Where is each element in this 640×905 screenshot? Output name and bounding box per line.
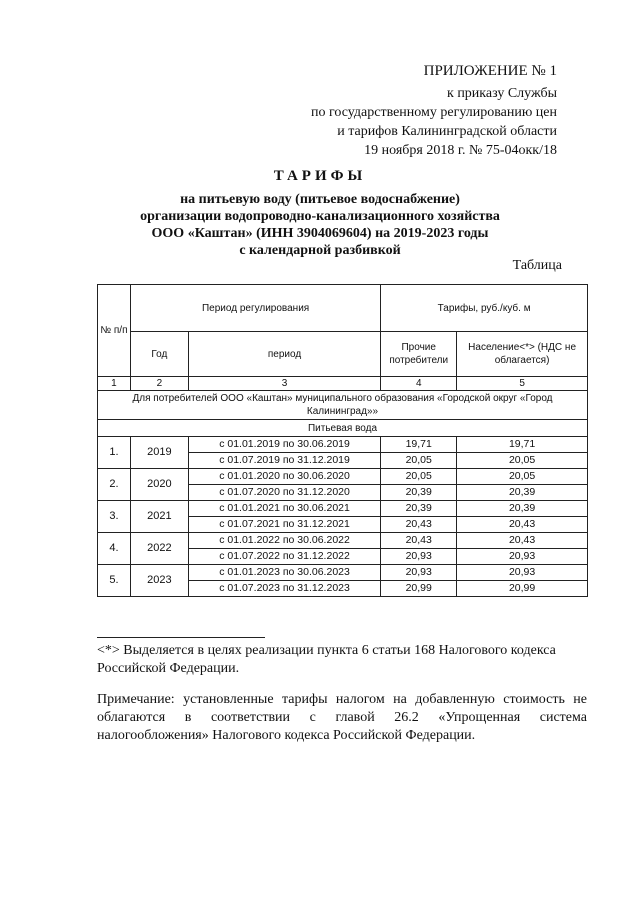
document-subtitle — [0, 191, 640, 259]
row-other-tariff: 20,05 — [381, 453, 457, 469]
row-number: 5. — [98, 565, 131, 597]
header-tariff-group: Тарифы, руб./куб. м — [381, 285, 588, 332]
footnote-divider — [97, 637, 265, 638]
table-row — [98, 437, 588, 453]
appendix-line: и тарифов Калининградской области — [337, 124, 557, 139]
row-year: 2019 — [130, 437, 188, 469]
row-number: 1. — [98, 437, 131, 469]
subtitle-line: с календарной разбивкой — [239, 243, 401, 258]
row-other-tariff: 20,93 — [381, 549, 457, 565]
row-other-tariff: 20,43 — [381, 533, 457, 549]
consumer-group-label: Для потребителей ООО «Каштан» муниципального образования «Городской округ «Город Калининград»» — [98, 391, 588, 420]
subtitle-line: на питьевую воду (питьевое водоснабжение) — [180, 192, 460, 207]
row-other-tariff: 20,99 — [381, 581, 457, 597]
row-other-tariff: 20,93 — [381, 565, 457, 581]
table-header-row — [98, 285, 588, 332]
row-period: с 01.07.2022 по 31.12.2022 — [188, 549, 380, 565]
column-index: 4 — [381, 377, 457, 391]
service-label: Питьевая вода — [98, 420, 588, 437]
footnote: <*> Выделяется в целях реализации пункта 6 статьи 168 Налогового кодекса Российской Федерации. — [97, 643, 556, 676]
column-index: 1 — [98, 377, 131, 391]
table-row — [98, 501, 588, 517]
appendix-line: по государственному регулированию цен — [311, 105, 557, 120]
row-population-tariff: 20,05 — [457, 469, 588, 485]
row-other-tariff: 19,71 — [381, 437, 457, 453]
tariffs-table — [97, 284, 588, 597]
row-period: с 01.01.2022 по 30.06.2022 — [188, 533, 380, 549]
table-row — [98, 533, 588, 549]
row-population-tariff: 20,93 — [457, 565, 588, 581]
row-population-tariff: 19,71 — [457, 437, 588, 453]
column-index: 3 — [188, 377, 380, 391]
appendix-line: 19 ноября 2018 г. № 75-04окк/18 — [364, 143, 557, 158]
row-year: 2021 — [130, 501, 188, 533]
row-period: с 01.07.2021 по 31.12.2021 — [188, 517, 380, 533]
appendix-line: к приказу Службы — [447, 86, 557, 101]
row-period: с 01.07.2023 по 31.12.2023 — [188, 581, 380, 597]
appendix-block — [311, 62, 557, 160]
row-number: 3. — [98, 501, 131, 533]
appendix-title: ПРИЛОЖЕНИЕ № 1 — [423, 63, 557, 79]
row-other-tariff: 20,43 — [381, 517, 457, 533]
row-population-tariff: 20,39 — [457, 485, 588, 501]
row-number: 2. — [98, 469, 131, 501]
row-period: с 01.01.2023 по 30.06.2023 — [188, 565, 380, 581]
column-index: 2 — [130, 377, 188, 391]
subtitle-line: ООО «Каштан» (ИНН 3904069604) на 2019-2023 годы — [151, 226, 489, 241]
table-caption: Таблица — [512, 258, 562, 273]
row-year: 2022 — [130, 533, 188, 565]
note: Примечание: установленные тарифы налогом на добавленную стоимость не облагаются в соответствии с главой 26.2 «Упрощенная система налогообложения» Налогового кодекса Российской Федерации. — [97, 692, 587, 743]
service-row — [98, 420, 588, 437]
row-other-tariff: 20,39 — [381, 501, 457, 517]
row-population-tariff: 20,99 — [457, 581, 588, 597]
header-other-consumers: Прочие потребители — [381, 332, 457, 377]
consumer-group-row — [98, 391, 588, 420]
subtitle-line: организации водопроводно-канализационного хозяйства — [140, 209, 500, 224]
row-population-tariff: 20,43 — [457, 517, 588, 533]
column-index-row — [98, 377, 588, 391]
header-period-group: Период регулирования — [130, 285, 380, 332]
row-population-tariff: 20,43 — [457, 533, 588, 549]
row-period: с 01.01.2021 по 30.06.2021 — [188, 501, 380, 517]
column-index: 5 — [457, 377, 588, 391]
row-population-tariff: 20,39 — [457, 501, 588, 517]
row-other-tariff: 20,05 — [381, 469, 457, 485]
row-period: с 01.01.2019 по 30.06.2019 — [188, 437, 380, 453]
row-period: с 01.07.2019 по 31.12.2019 — [188, 453, 380, 469]
row-year: 2020 — [130, 469, 188, 501]
row-population-tariff: 20,05 — [457, 453, 588, 469]
row-year: 2023 — [130, 565, 188, 597]
row-population-tariff: 20,93 — [457, 549, 588, 565]
header-year: Год — [130, 332, 188, 377]
header-population: Население<*> (НДС не облагается) — [457, 332, 588, 377]
document-title: ТАРИФЫ — [273, 168, 367, 184]
table-row — [98, 565, 588, 581]
row-other-tariff: 20,39 — [381, 485, 457, 501]
header-no: № п/п — [98, 285, 131, 377]
row-number: 4. — [98, 533, 131, 565]
row-period: с 01.01.2020 по 30.06.2020 — [188, 469, 380, 485]
table-subheader-row — [98, 332, 588, 377]
table-row — [98, 469, 588, 485]
row-period: с 01.07.2020 по 31.12.2020 — [188, 485, 380, 501]
header-period: период — [188, 332, 380, 377]
